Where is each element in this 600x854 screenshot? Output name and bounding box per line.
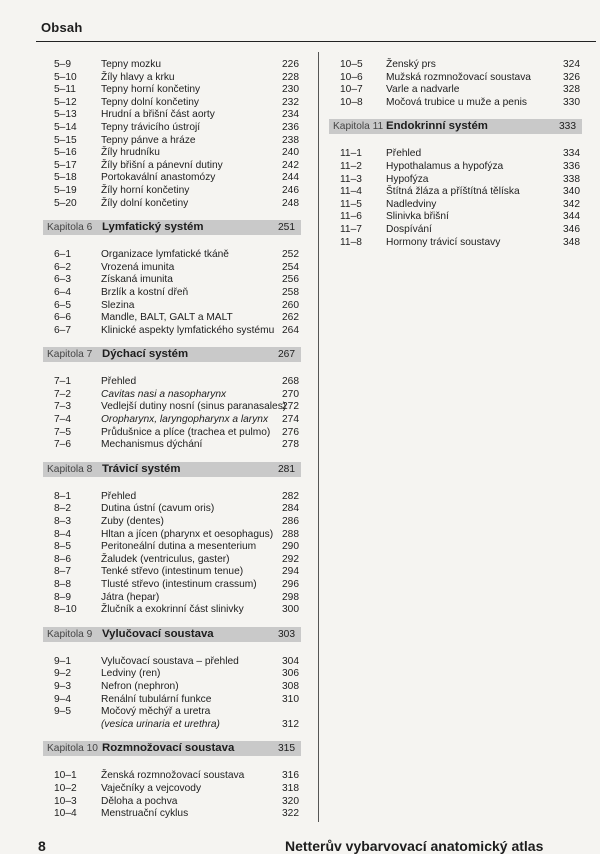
toc-entry[interactable] [43,122,301,135]
entry-page: 258 [282,286,299,298]
toc-entry[interactable] [43,72,301,85]
toc-entry[interactable] [43,529,301,542]
toc-group-chapter-11 [329,148,582,249]
entry-number: 7–3 [54,401,71,413]
entry-title: Štítná žláza a příštítná tělíska [386,186,520,198]
toc-entry[interactable] [43,668,301,681]
entry-number: 10–6 [340,71,363,83]
entry-title: Děloha a pochva [101,795,178,807]
entry-page: 272 [282,401,299,413]
entry-title: Přehled [101,376,137,388]
column-divider [318,52,319,822]
header-rule [36,41,596,42]
toc-entry[interactable] [329,211,582,224]
toc-entry[interactable] [329,199,582,212]
chapter-heading-10[interactable] [43,741,301,756]
chapter-heading-6[interactable] [43,220,301,235]
toc-entry[interactable] [43,808,301,821]
entry-title: Varle a nadvarle [386,84,460,96]
toc-entry[interactable] [329,148,582,161]
entry-page: 244 [282,172,299,184]
entry-page: 288 [282,528,299,540]
toc-entry[interactable] [43,185,301,198]
chapter-heading-7[interactable] [43,347,301,362]
entry-number: 7–6 [54,439,71,451]
chapter-heading-9[interactable] [43,627,301,642]
entry-title: Organizace lymfatické tkáně [101,249,229,261]
entry-title: Získaná imunita [101,274,173,286]
chapter-page: 251 [278,222,295,234]
chapter-label: Kapitola 9 [47,628,93,640]
entry-number: 8–9 [54,591,71,603]
toc-entry[interactable] [329,224,582,237]
entry-page: 242 [282,159,299,171]
entry-number: 6–1 [54,249,71,261]
toc-entry[interactable] [43,503,301,516]
entry-number: 10–4 [54,808,77,820]
entry-title: Hypothalamus a hypofýza [386,160,504,172]
toc-left-column [43,59,301,831]
entry-page: 326 [563,71,580,83]
chapter-label: Kapitola 11 [333,121,384,133]
toc-entry[interactable] [43,84,301,97]
entry-number: 10–5 [340,59,363,70]
entry-number: 5–15 [54,134,77,146]
toc-entry[interactable] [43,592,301,605]
entry-number: 5–9 [54,59,71,70]
entry-page: 340 [563,186,580,198]
toc-entry[interactable] [43,439,301,452]
chapter-page: 333 [559,121,576,133]
entry-title: Tepny horní končetiny [101,84,201,96]
chapter-name: Endokrinní systém [386,120,488,133]
toc-entry[interactable] [43,109,301,122]
entry-title: Portokavální anastomózy [101,172,216,184]
toc-entry[interactable] [43,770,301,783]
entry-title: Tepny pánve a hráze [101,134,196,146]
entry-number: 6–5 [54,299,71,311]
page-title: Obsah [41,20,83,35]
entry-page: 254 [282,261,299,273]
entry-page: 232 [282,96,299,108]
entry-title: Hrudní a břišní část aorty [101,109,215,121]
entry-title: Dospívání [386,223,432,235]
entry-title: Hormony trávicí soustavy [386,236,501,248]
entry-number: 6–4 [54,286,71,298]
chapter-label: Kapitola 8 [47,463,93,475]
entry-title: Dutina ústní (cavum oris) [101,503,215,515]
toc-entry[interactable] [43,172,301,185]
entry-number: 8–2 [54,503,71,515]
entry-number: 9–3 [54,680,71,692]
toc-entry[interactable] [43,694,301,707]
toc-group-chapter-5-continued [43,59,301,210]
entry-page: 336 [563,160,580,172]
entry-title: Ženský prs [386,59,436,70]
entry-title: Renální tubulární funkce [101,693,212,705]
toc-entry[interactable] [43,135,301,148]
entry-title: Mechanismus dýchání [101,439,203,451]
toc-entry[interactable] [43,604,301,617]
entry-title: Žíly hlavy a krku [101,71,175,83]
entry-title: Tenké střevo (intestinum tenue) [101,566,244,578]
entry-number: 11–6 [340,211,362,223]
entry-title: Žíly břišní a pánevní dutiny [101,159,223,171]
entry-page: 234 [282,109,299,121]
toc-entry[interactable] [329,59,582,72]
entry-page: 306 [282,668,299,680]
toc-entry[interactable] [43,262,301,275]
entry-page: 316 [282,770,299,782]
toc-group-chapter-10-continued [329,59,582,109]
entry-title: Peritoneální dutina a mesenterium [101,541,257,553]
entry-page: 236 [282,121,299,133]
toc-entry[interactable] [43,160,301,173]
entry-page: 226 [282,59,299,70]
entry-number: 8–5 [54,541,71,553]
entry-number: 10–8 [340,96,363,108]
entry-title: Vaječníky a vejcovody [101,782,202,794]
entry-number: 5–12 [54,96,77,108]
entry-title: Slezina [101,299,135,311]
entry-number: 9–2 [54,668,71,680]
entry-page: 292 [282,553,299,565]
toc-entry[interactable] [43,198,301,211]
entry-number: 5–13 [54,109,77,121]
chapter-label: Kapitola 6 [47,222,93,234]
entry-number: 8–10 [54,604,77,616]
entry-title: Ledviny (ren) [101,668,161,680]
entry-title: Játra (hepar) [101,591,160,603]
entry-title: Žlučník a exokrinní část slinivky [101,604,244,616]
entry-page: 238 [282,134,299,146]
chapter-heading-11[interactable] [329,119,582,134]
toc-entry[interactable] [43,706,301,719]
entry-title: Močový měchýř a uretra [101,706,211,718]
entry-number: 9–4 [54,693,71,705]
toc-entry[interactable] [43,783,301,796]
entry-page: 322 [282,808,299,820]
chapter-name: Trávicí systém [102,462,181,475]
entry-title: Tlusté střevo (intestinum crassum) [101,579,257,590]
entry-title: Mandle, BALT, GALT a MALT [101,312,233,324]
entry-page: 276 [282,426,299,438]
toc-entry[interactable] [329,161,582,174]
entry-page: 324 [563,59,580,70]
entry-page: 256 [282,274,299,286]
entry-page: 320 [282,795,299,807]
entry-title: Klinické aspekty lymfatického systému [101,324,275,336]
toc-entry[interactable] [43,325,301,338]
entry-number: 5–16 [54,147,77,159]
entry-number: 5–19 [54,184,77,196]
entry-page: 296 [282,579,299,590]
chapter-name: Lymfatický systém [102,221,204,234]
entry-number: 6–6 [54,312,71,324]
entry-number: 11–7 [340,223,362,235]
entry-title: Přehled [101,490,137,502]
entry-title: Menstruační cyklus [101,808,189,820]
entry-page: 240 [282,147,299,159]
chapter-name: Dýchací systém [102,348,189,361]
toc-entry[interactable] [329,186,582,199]
entry-number: 10–7 [340,84,363,96]
chapter-name: Vylučovací soustava [102,627,214,640]
toc-entry[interactable] [43,414,301,427]
chapter-label: Kapitola 10 [47,743,98,755]
toc-group-chapter-9 [43,656,301,732]
entry-title: Nefron (nephron) [101,680,179,692]
footer-book-title: Netterův vybarvovací anatomický atlas [285,838,544,854]
entry-number: 11–8 [340,236,362,248]
entry-page: 282 [282,490,299,502]
toc-entry[interactable] [43,541,301,554]
toc-entry[interactable] [43,97,301,110]
entry-number: 9–1 [54,655,71,667]
entry-title: Slinivka břišní [386,211,449,223]
entry-number: 10–3 [54,795,77,807]
entry-title: Mužská rozmnožovací soustava [386,71,531,83]
entry-page: 318 [282,782,299,794]
entry-number: 11–5 [340,198,362,210]
entry-page: 252 [282,249,299,261]
entry-number: 6–7 [54,324,71,336]
entry-title: Žaludek (ventriculus, gaster) [101,553,230,565]
entry-page: 270 [282,388,299,400]
chapter-page: 267 [278,349,295,361]
toc-entry[interactable] [43,249,301,262]
entry-title: Žíly hrudníku [101,147,160,159]
entry-number: 11–2 [340,160,362,172]
toc-group-chapter-7 [43,376,301,452]
toc-entry[interactable] [43,274,301,287]
toc-entry[interactable] [329,174,582,187]
toc-entry[interactable] [329,84,582,97]
chapter-heading-8[interactable] [43,462,301,477]
entry-number: 5–17 [54,159,77,171]
entry-page: 342 [563,198,580,210]
toc-entry[interactable] [329,97,582,110]
entry-page: 294 [282,566,299,578]
entry-page: 338 [563,173,580,185]
toc-right-column [329,59,582,259]
entry-page: 334 [563,148,580,160]
entry-page: 300 [282,604,299,616]
entry-title: Nadledviny [386,198,437,210]
entry-page: 246 [282,184,299,196]
entry-title: Ženská rozmnožovací soustava [101,770,245,782]
entry-title: Močová trubice u muže a penis [386,96,527,108]
entry-number: 9–5 [54,706,71,718]
toc-entry[interactable] [43,796,301,809]
entry-number: 10–1 [54,770,77,782]
entry-title: Vedlejší dutiny nosní (sinus paranasales) [101,401,287,413]
entry-number: 8–6 [54,553,71,565]
toc-entry[interactable] [43,579,301,592]
toc-entry[interactable] [43,59,301,72]
entry-number: 10–2 [54,782,77,794]
entry-page: 268 [282,376,299,388]
toc-entry[interactable] [43,681,301,694]
entry-title: Tepny mozku [101,59,162,70]
toc-entry[interactable] [43,312,301,325]
toc-entry[interactable] [43,389,301,402]
entry-number: 7–5 [54,426,71,438]
toc-entry[interactable] [43,147,301,160]
entry-number: 8–7 [54,566,71,578]
entry-page: 260 [282,299,299,311]
toc-entry[interactable] [43,287,301,300]
entry-number: 8–4 [54,528,71,540]
chapter-page: 303 [278,628,295,640]
toc-entry[interactable] [43,376,301,389]
entry-title: Žíly horní končetiny [101,184,190,196]
entry-page: 286 [282,516,299,528]
entry-title: Žíly dolní končetiny [101,197,189,209]
entry-page: 328 [563,84,580,96]
entry-page: 278 [282,439,299,451]
entry-page: 348 [563,236,580,248]
entry-page: 310 [282,693,299,705]
entry-number: 7–4 [54,414,71,426]
toc-entry[interactable] [43,566,301,579]
entry-number: 5–14 [54,121,77,133]
toc-entry[interactable] [43,401,301,414]
entry-page: 344 [563,211,580,223]
entry-page: 264 [282,324,299,336]
toc-entry[interactable] [43,491,301,504]
toc-entry[interactable] [329,72,582,85]
toc-entry[interactable] [43,516,301,529]
entry-title: Přehled [386,148,422,160]
entry-page: 230 [282,84,299,96]
entry-number: 8–3 [54,516,71,528]
entry-title: Zuby (dentes) [101,516,164,528]
toc-entry[interactable] [329,237,582,250]
entry-page: 228 [282,71,299,83]
entry-number: 5–18 [54,172,77,184]
toc-group-chapter-10 [43,770,301,820]
entry-title: Tepny trávicího ústrojí [101,121,201,133]
chapter-page: 315 [278,743,295,755]
entry-title: (vesica urinaria et urethra) [101,718,220,730]
toc-entry[interactable] [43,554,301,567]
entry-page: 346 [563,223,580,235]
entry-title: Oropharynx, laryngopharynx a larynx [101,414,269,426]
entry-title: Brzlík a kostní dřeň [101,286,189,298]
entry-page: 312 [282,718,299,730]
entry-title: Vylučovací soustava – přehled [101,655,239,667]
toc-group-chapter-6 [43,249,301,337]
entry-page: 290 [282,541,299,553]
entry-title: Průdušnice a plíce (trachea et pulmo) [101,426,271,438]
entry-page: 304 [282,655,299,667]
entry-number: 5–11 [54,84,76,96]
entry-number: 7–2 [54,388,71,400]
toc-entry-continuation[interactable] [43,719,301,732]
entry-number: 6–2 [54,261,71,273]
entry-page: 330 [563,96,580,108]
entry-page: 308 [282,680,299,692]
toc-entry[interactable] [43,656,301,669]
toc-entry[interactable] [43,427,301,440]
entry-page: 274 [282,414,299,426]
entry-title: Hltan a jícen (pharynx et oesophagus) [101,528,274,540]
entry-title: Hypofýza [386,173,429,185]
entry-number: 11–4 [340,186,362,198]
chapter-label: Kapitola 7 [47,349,93,361]
footer-page-number: 8 [38,838,46,854]
entry-page: 248 [282,197,299,209]
chapter-page: 281 [278,463,295,475]
entry-title: Vrozená imunita [101,261,175,273]
entry-number: 7–1 [54,376,71,388]
entry-number: 11–3 [340,173,362,185]
entry-number: 5–20 [54,197,77,209]
entry-number: 8–8 [54,579,71,590]
entry-page: 284 [282,503,299,515]
toc-entry[interactable] [43,300,301,313]
entry-number: 6–3 [54,274,71,286]
toc-group-chapter-8 [43,491,301,617]
entry-number: 11–1 [340,148,362,160]
entry-title: Cavitas nasi a nasopharynx [101,388,227,400]
entry-title: Tepny dolní končetiny [101,96,199,108]
entry-number: 8–1 [54,490,71,502]
entry-page: 262 [282,312,299,324]
chapter-name: Rozmnožovací soustava [102,742,235,755]
entry-number: 5–10 [54,71,77,83]
entry-page: 298 [282,591,299,603]
